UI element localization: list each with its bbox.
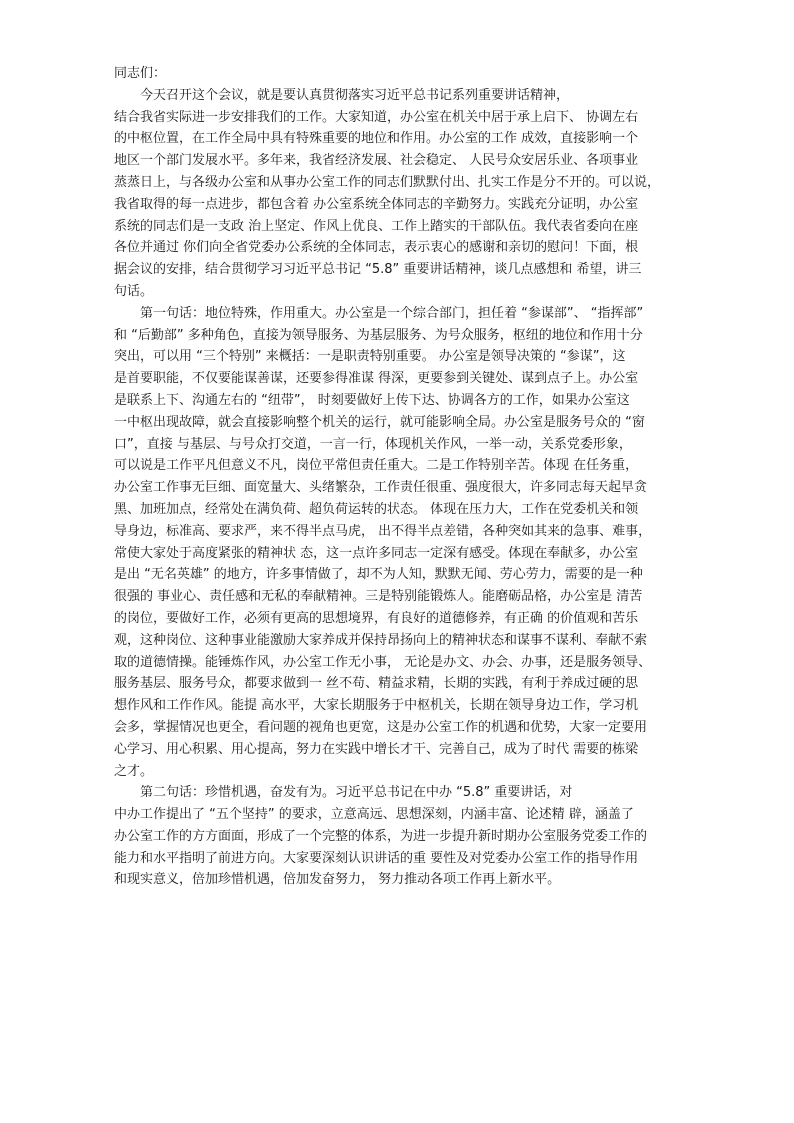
text-line: 结合我省实际进一步安排我们的工作。大家知道，办公室在机关中居于承上启下、 协调左右 <box>114 109 639 125</box>
text-line: 可以说是工作平凡但意义不凡，岗位平常但责任重大。二是工作特别辛苦。体现 在任务重， <box>114 458 639 474</box>
text-line: 据会议的安排，结合贯彻学习习近平总书记 “5.8” 重要讲话精神，谈几点感想和 希望，讲三 <box>114 262 642 278</box>
text-line: 蒸蒸日上，与各级办公室和从事办公室工作的同志们默默付出、扎实工作是分不开的。可以说， <box>114 174 661 190</box>
text-line: 地区一个部门发展水平。多年来，我省经济发展、社会稳定、 人民号众安居乐业、各项事业 <box>114 153 639 169</box>
text-line: 口”，直接 与基层、与号众打交道，一言一行，体现机关作风，一举一动，关系党委形象， <box>114 436 632 452</box>
text-line: 系统的同志们是一支政 治上坚定、作风上优良、工作上踏实的干部队伍。我代表省委向在座 <box>114 218 639 234</box>
text-line: 黑、加班加点，经常处在满负荷、超负荷运转的状态。 体现在压力大，工作在党委机关和领 <box>114 501 639 517</box>
text-line: 常使大家处于高度紧张的精神状 态，这一点许多同志一定深有感受。体现在奉献多，办公室 <box>114 545 639 561</box>
section-one-heading-line: 第一句话：地位特殊，作用重大。办公室是一个综合部门，担任着 “参谋部”、 “指挥部” <box>114 305 644 321</box>
text-line: 能力和水平指明了前进方向。大家要深刻认识讲话的重 要性及对党委办公室工作的指导作用 <box>114 850 639 866</box>
text-line: 之才。 <box>114 763 154 779</box>
text-line: 一中枢出现故障，就会直接影响整个机关的运行，就可能影响全局。办公室是服务号众的 “窗 <box>114 414 645 430</box>
text-line: 是首要职能，不仅要能谋善谋，还要参得准谋 得深，更要参到关键处、谋到点子上。办公室 <box>114 371 639 387</box>
text-line: 是出 “无名英雄” 的地方，许多事情做了，却不为人知，默默无闻、劳心劳力，需要的是一种 <box>114 567 643 583</box>
text-line: 导身边，标准高、要求严，来不得半点马虎， 出不得半点差错，各种突如其来的急事、难事， <box>114 523 652 539</box>
text-line: 的岗位，要做好工作，必须有更高的思想境界，有良好的道德修养，有正确 的价值观和苦乐 <box>114 610 639 626</box>
text-line: 和现实意义，倍加珍惜机遇，倍加发奋努力， 努力推动各项工作再上新水平。 <box>114 872 561 888</box>
text-line: 是联系上下、沟通左右的 “纽带”， 时刻要做好上传下达、协调各方的工作，如果办公室这 <box>114 392 630 408</box>
speech-text <box>114 63 694 891</box>
text-line: 服务基层、服务号众，都要求做到一 丝不苟、精益求精，长期的实践，有利于养成过硬的思 <box>114 676 639 692</box>
text-line: 句话。 <box>114 283 154 299</box>
text-line: 心学习、用心积累、用心提高，努力在实践中增长才干、完善自己，成为了时代 需要的栋梁 <box>114 741 639 757</box>
text-line: 各位并通过 你们向全省党委办公系统的全体同志，表示衷心的感谢和亲切的慰问！下面，根 <box>114 240 639 256</box>
text-line: 会多，掌握情况也更全，看问题的视角也更宽，这是办公室工作的机遇和优势，大家一定要用 <box>114 719 648 735</box>
text-line: 中办工作提出了 “五个坚持” 的要求，立意高远、思想深刻，内涵丰富、论述精 辟，涵盖了 <box>114 807 634 823</box>
salutation-line: 同志们： <box>114 66 167 81</box>
section-two-heading-line: 第二句话：珍惜机遇，奋发有为。习近平总书记在中办 “5.8” 重要讲话，对 <box>114 785 573 801</box>
text-line: 想作风和工作作风。能提 高水平，大家长期服务于中枢机关，长期在领导身边工作，学习机 <box>114 698 639 714</box>
text-line: 办公室工作事无巨细、面宽量大、头绪繁杂，工作责任很重、强度很大，许多同志每天起早贪 <box>114 480 648 496</box>
text-line: 的中枢位置，在工作全局中具有特殊重要的地位和作用。办公室的工作 成效，直接影响一个 <box>114 131 639 147</box>
text-line: 取的道德情操。能锤炼作风，办公室工作无小事， 无论是办文、办会、办事，还是服务领导、 <box>114 654 652 670</box>
text-line: 和 “后勤部” 多种角色，直接为领导服务、为基层服务、为号众服务，枢纽的地位和作用十分 <box>114 327 643 343</box>
text-line: 突出，可以用 “三个特别” 来概括：一是职责特别重要。 办公室是领导决策的 “参谋”，这 <box>114 349 626 365</box>
text-line: 办公室工作的方方面面，形成了一个完整的体系，为进一步提升新时期办公室服务党委工作的 <box>114 828 648 844</box>
text-line: 很强的 事业心、责任感和无私的奉献精神。三是特别能锻炼人。能磨砺品格，办公室是 清苦 <box>114 589 643 605</box>
text-line: 今天召开这个会议，就是要认真贯彻落实习近平总书记系列重要讲话精神， <box>114 87 570 103</box>
text-line: 观，这种岗位、这种事业能激励大家养成并保持昂扬向上的精神状态和谋事不谋利、奉献不索 <box>114 632 648 648</box>
text-line: 我省取得的每一点进步，都包含着 办公室系统全体同志的辛勤努力。实践充分证明，办公室 <box>114 196 639 212</box>
